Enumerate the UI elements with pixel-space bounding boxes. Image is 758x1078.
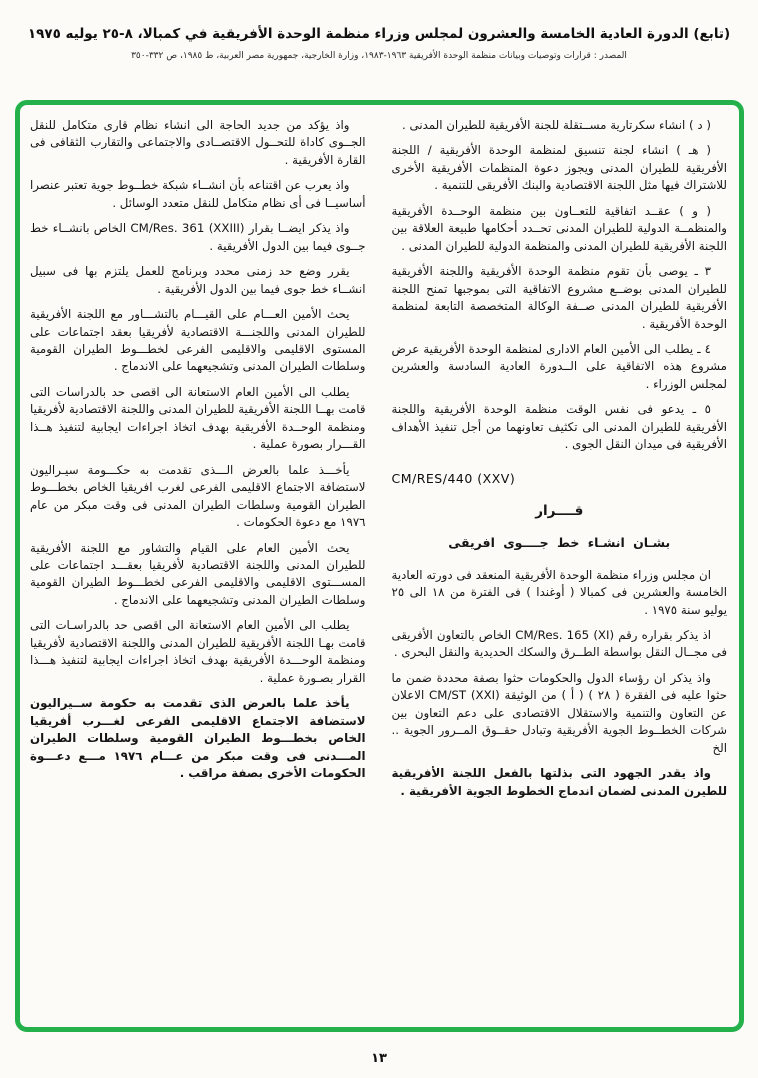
operative-urges-2: يحث الأمين العام على القيام والتشاور مع اللجنة الأفريقية للطيران المدنى واللجنة الاقتصادية لأفريقيا بعقـــد اجتماعات على المســـتوى الاقليمى والاقليمى الفرعى لخطـــوط الطيران القومية وسلطات الطيران المدنى وتشجيعهما على الاندماج . — [30, 540, 366, 607]
source-citation: المصدر : قرارات وتوصيات وبيانات منظمة الوحدة الأفريقية ١٩٦٣-١٩٨٣، وزارة الخارجية، جمهورية مصر العربية، ط ١٩٨٥، ص ٣٣٢-٣٥٠ — [131, 51, 627, 61]
paragraph-clause-4: ٤ ـ يطلب الى الأمين العام الادارى لمنظمة الوحدة الأفريقية عرض مشروع هذه الاتفاقية على الــدورة العادية السادسة والعشرين لمجلس الوزراء . — [391, 341, 727, 391]
left-column — [30, 117, 366, 1017]
page-number: ١٣ — [371, 1051, 387, 1066]
resolution-number: CM/RES/440 (XXV) — [391, 470, 516, 486]
document-header — [0, 0, 758, 61]
preamble-recalling-1: اذ يذكر بقراره رقم CM/Res. 165 (XI) الخاص بالتعاون الأفريقى فى مجــال النقل بواسطة الطــرق والسكك الحديدية والنقل البحرى . — [391, 628, 727, 660]
right-column — [392, 117, 728, 1017]
preamble-recalling-2: واذ يذكر ان رؤساء الدول والحكومات حثوا بصفة محددة ضمن ما حثوا عليه فى الفقرة ( ٢٨ ) ( أ ) من الوثيقة CM/ST (XXI) الاعلان عن التعاون والتنمية والاستقلال الاقتصادى على دعم التعاون بين شركات الخطــوط الجوية الأفريقية وتبادل حقــوق المــرور الجوية .. الخ — [391, 670, 727, 755]
operative-takes-note-2: يأخذ علما بالعرض الذى تقدمت به حكومة ســيراليون لاستضافة الاجتماع الاقليمى الفرعى لغـــرب أفريقيا الخاص بخطـــوط الطيران القومية وسلطات الطيران المـــدنى فى وقت مبكر من عـــام ١٩٧٦ مـــع دعـــوة الحكومات الأخرى بصفة مراقب . — [30, 696, 366, 780]
session-title: (تابع) الدورة العادية الخامسة والعشرون لمجلس وزراء منظمة الوحدة الأفريقية في كمبالا، ٨-٢٥ يوليه ١٩٧٥ — [27, 26, 731, 42]
operative-decides: يقرر وضع حد زمنى محدد وبرنامج للعمل يلتزم بها فى سبيل انشــاء خط جوى فيما بين الدول الأفريقية . — [30, 264, 366, 296]
document-frame — [15, 100, 744, 1032]
preamble-appreciating: واذ يقدر الجهود التى بذلتها بالفعل اللجنة الأفريقية للطيرن المدنى لضمان اندماج الخطوط الجوية الأفريقية . — [391, 766, 727, 798]
preamble-reaffirming: واذ يؤكد من جديد الحاجة الى انشاء نظام قارى متكامل للنقل الجــوى كاداة للتحــول الاقتصــادى والاجتماعى والتقارب الثقافى فى القارة الأفريقية . — [30, 118, 366, 167]
resolution-subtitle: بشـان انشـاء خط جــــوى افريقى — [448, 535, 671, 551]
resolution-heading: قــــرار — [535, 503, 584, 520]
preamble-convinced: واذ يعرب عن اقتناعه بأن انشــاء شبكة خطــوط جوية تعتبر عنصرا أساسيــا فى أى نظام متكامل للنقل متعدد الوسائل . — [30, 178, 366, 210]
paragraph-item-h: ( هـ ) انشاء لجنة تنسيق لمنظمة الوحدة الأفريقية / اللجنة الأفريقية للطيران المدنى ويجوز دعوة المنظمات الأفريقية الأخرى للاشتراك فيها مثل اللجنة الاقتصادية والبنك الأفريقى للتنمية . — [391, 143, 727, 193]
paragraph-item-d: ( د ) انشاء سكرتارية مســتقلة للجنة الأفريقية للطيران المدنى . — [401, 118, 711, 132]
paragraph-clause-5: ٥ ـ يدعو فى نفس الوقت منظمة الوحدة الأفريقية واللجنة الأفريقية للطيران المدنى الى تكثيف تعاونهما من أجل تنفيذ الأهداف الأفريقية فى ميدان النقل الجوى . — [391, 402, 727, 452]
preamble-recalling-3: واذ يذكر ايضــا بقرار CM/Res. 361 (XXIII) الخاص بانشــاء خط جــوى فيما بين الدول الأفريقية . — [30, 221, 366, 253]
paragraph-clause-3: ٣ ـ يوصى بأن تقوم منظمة الوحدة الأفريقية واللجنة الأفريقية للطيران المدنى بوضــع مشروع الاتفاقية التى بموجبها تمنح اللجنة الأفريقية للطيران المدنى صــفة الوكالة المتخصصة التابعة لمنظمة الوحدة الأفريقية . — [391, 264, 727, 331]
operative-requests-2: يطلب الى الأمين العام الاستعانة الى اقصى حد بالدراسـات التى قامت بهـا اللجنة الأفريقية للطيران المدنى واللجنة الاقتصادية لأفريقيا ومنظمة الوحـــدة الأفريقية بهدف اتخاذ اجراءات ايجابية لتنفيذ هـــذا القرار بصـورة عملية . — [30, 618, 366, 685]
operative-takes-note-1: يأخـــذ علما بالعرض الـــذى تقدمت به حكـــومة سيـراليون لاستضافة الاجتماع الاقليمى الفرعى لغرب افريقيا الخاص بخطـــوط الطيران القومية وسلطات الطيران المدنى فى وقت مبكر من عام ١٩٧٦ مع دعوة الحكومات . — [30, 462, 366, 530]
paragraph-item-w: ( و ) عقــد اتفاقية للتعــاون بين منظمة الوحــدة الأفريقية والمنظمــة الدولية للطيران المدنى تحــدد أحكامها طبيعة العلاقة بين اللجنة الأفريقية للطيران المدنى والمنظمة الدولية للطيران المدنى . — [391, 203, 727, 253]
preamble-council: ان مجلس وزراء منظمة الوحدة الأفريقية المنعقد فى دورته العادية الخامسة والعشرين فى كمبالا ( أوغندا ) فى الفترة من ١٨ الى ٢٥ يوليو سنة ١٩٧٥ . — [391, 567, 727, 617]
operative-requests-1: يطلب الى الأمين العام الاستعانة الى اقصى حد بالدراسات التى قامت بهــا اللجنة الأفريقية للطيران المدنى واللجنة الاقتصادية لأفريقيا ومنظمة الوحــدة الأفريقية بهدف اتخاذ اجراءات ايجابية لتنفيذ هــذا القـــرار بصورة عملية . — [30, 384, 366, 452]
operative-urges-1: يحث الأمين العـــام على القيـــام بالتشـــاور مع اللجنة الأفريقية للطيران المدنى واللجنـــة الاقتصادية لأفريقيا بعقد اجتماعات على المستوى الاقليمى والاقليمى الفرعى لخطـــوط الطيران القومية وسلطات الطيران المدنى وتشجيعهما على الاندماج . — [30, 307, 366, 374]
two-column-layout — [30, 117, 727, 1017]
